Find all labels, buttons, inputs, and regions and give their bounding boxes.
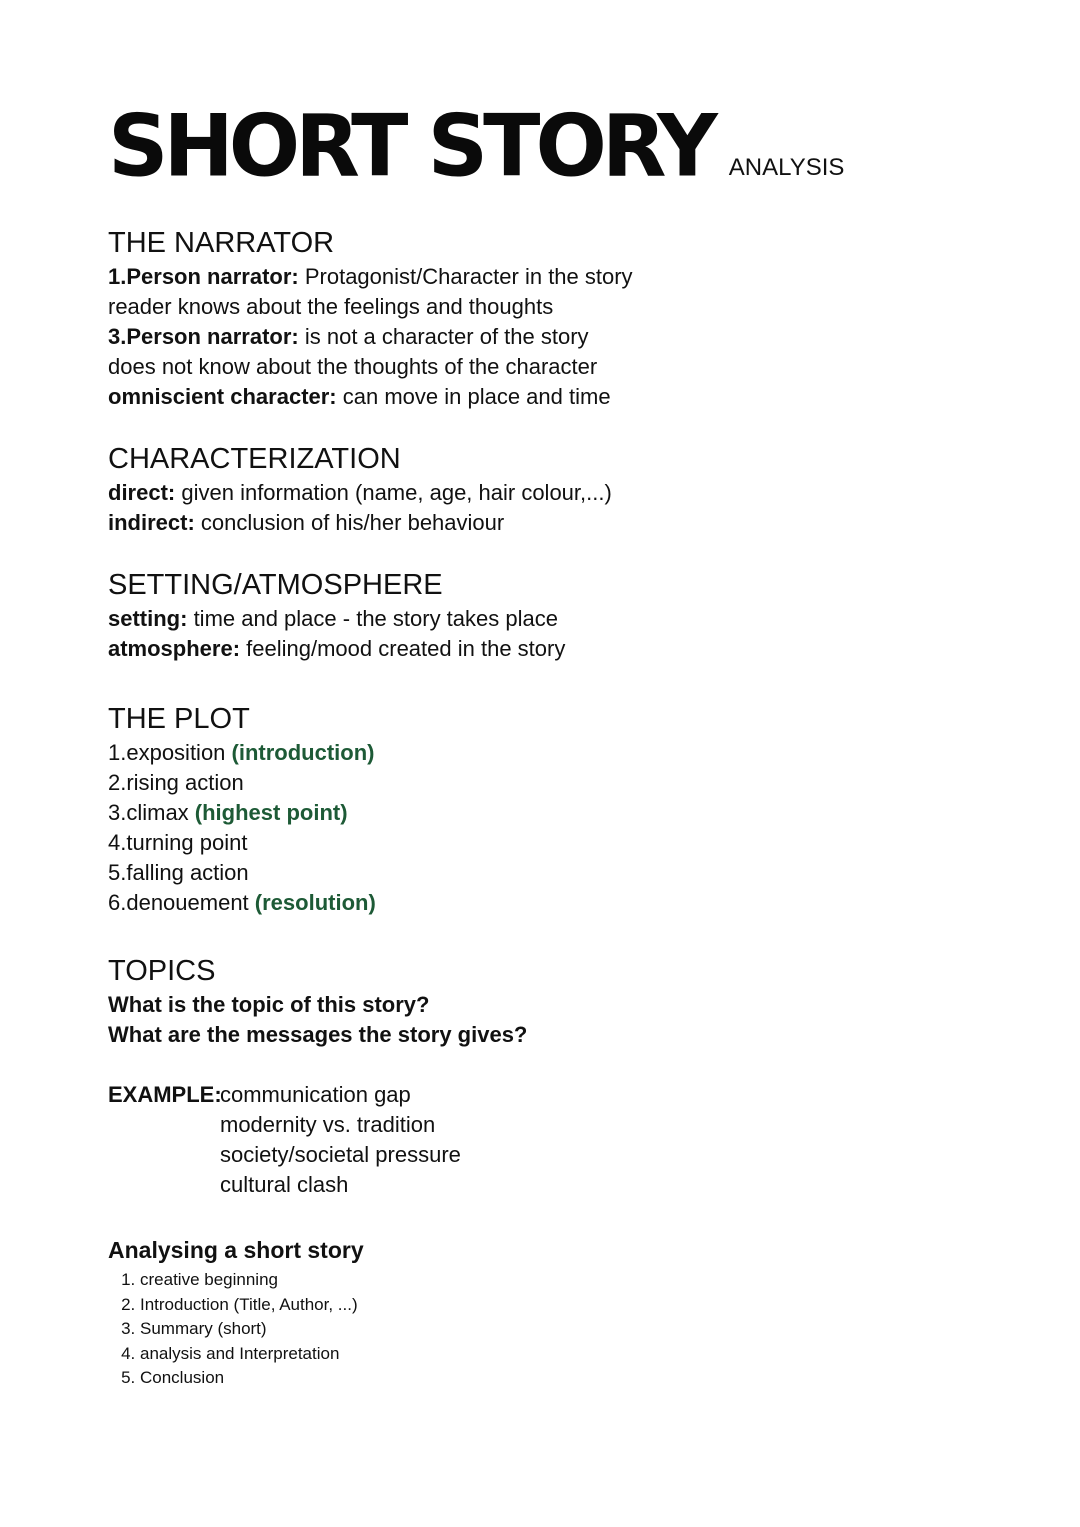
example-list bbox=[220, 1080, 461, 1200]
example-item: communication gap bbox=[220, 1082, 411, 1107]
section-narrator bbox=[108, 226, 1008, 412]
title-row bbox=[108, 96, 1008, 196]
third-person-text: is not a character of the story bbox=[298, 324, 589, 349]
section-characterization bbox=[108, 442, 1008, 538]
plot-item-text: 4.turning point bbox=[108, 830, 248, 855]
section-topics bbox=[108, 954, 1008, 1200]
first-person-line bbox=[108, 262, 1008, 292]
direct-line bbox=[108, 478, 1008, 508]
section-plot bbox=[108, 702, 1008, 918]
indirect-label: indirect: bbox=[108, 510, 195, 535]
plot-item bbox=[108, 828, 1008, 858]
page-title: SHORT STORY bbox=[108, 96, 713, 196]
indirect-text: conclusion of his/her behaviour bbox=[194, 510, 505, 535]
first-person-label: 1.Person narrator: bbox=[108, 264, 299, 289]
third-person-line-2: does not know about the thoughts of the character bbox=[108, 354, 598, 379]
example-item: modernity vs. tradition bbox=[220, 1112, 436, 1137]
direct-label: direct: bbox=[108, 480, 176, 505]
plot-item-text: 2.rising action bbox=[108, 770, 244, 795]
page-subtitle: ANALYSIS bbox=[728, 154, 845, 181]
example-label: EXAMPLE: bbox=[108, 1082, 222, 1107]
third-person-label: 3.Person narrator: bbox=[108, 324, 299, 349]
plot-item bbox=[108, 768, 1008, 798]
example-block bbox=[108, 1080, 1008, 1200]
direct-text: given information (name, age, hair colour,...) bbox=[175, 480, 612, 505]
first-person-text: Protagonist/Character in the story bbox=[298, 264, 633, 289]
plot-item bbox=[108, 888, 1008, 918]
plot-item-text: 3.climax bbox=[108, 800, 195, 825]
topic-question-2: What are the messages the story gives? bbox=[108, 1022, 528, 1047]
omniscient-line bbox=[108, 382, 1008, 412]
section-setting bbox=[108, 568, 1008, 664]
setting-label: setting: bbox=[108, 606, 188, 631]
setting-heading: SETTING/ATMOSPHERE bbox=[108, 569, 443, 601]
plot-item-note: (introduction) bbox=[231, 740, 375, 765]
analysing-step: 5. Conclusion bbox=[140, 1366, 1008, 1391]
indirect-line bbox=[108, 508, 1008, 538]
omniscient-label: omniscient character: bbox=[108, 384, 337, 409]
analysing-steps bbox=[108, 1268, 1008, 1391]
plot-item bbox=[108, 858, 1008, 888]
characterization-heading: CHARACTERIZATION bbox=[108, 443, 401, 475]
analysing-step: 3. Summary (short) bbox=[140, 1317, 1008, 1342]
narrator-heading: THE NARRATOR bbox=[108, 227, 335, 259]
atmosphere-label: atmosphere: bbox=[108, 636, 241, 661]
plot-item bbox=[108, 798, 1008, 828]
plot-item-text: 5.falling action bbox=[108, 860, 249, 885]
plot-item-note: (resolution) bbox=[254, 890, 376, 915]
setting-line bbox=[108, 604, 1008, 634]
third-person-line bbox=[108, 322, 1008, 352]
example-item: society/societal pressure bbox=[220, 1142, 461, 1167]
atmosphere-text: feeling/mood created in the story bbox=[240, 636, 566, 661]
atmosphere-line bbox=[108, 634, 1008, 664]
analysing-step: 4. analysis and Interpretation bbox=[140, 1342, 1008, 1367]
setting-text: time and place - the story takes place bbox=[187, 606, 558, 631]
plot-heading: THE PLOT bbox=[108, 703, 250, 735]
topic-question-1: What is the topic of this story? bbox=[108, 992, 430, 1017]
analysing-step: 1. creative beginning bbox=[140, 1268, 1008, 1293]
section-analysing bbox=[108, 1234, 1008, 1391]
plot-item-text: 6.denouement bbox=[108, 890, 255, 915]
plot-item bbox=[108, 738, 1008, 768]
example-item: cultural clash bbox=[220, 1172, 349, 1197]
analysing-heading: Analysing a short story bbox=[108, 1237, 364, 1263]
spacer bbox=[108, 1050, 1008, 1080]
first-person-line-2: reader knows about the feelings and thoughts bbox=[108, 294, 554, 319]
plot-item-text: 1.exposition bbox=[108, 740, 232, 765]
topics-heading: TOPICS bbox=[108, 955, 216, 987]
document-page bbox=[108, 96, 1008, 1391]
omniscient-text: can move in place and time bbox=[336, 384, 611, 409]
analysing-step: 2. Introduction (Title, Author, ...) bbox=[140, 1293, 1008, 1318]
plot-item-note: (highest point) bbox=[194, 800, 348, 825]
